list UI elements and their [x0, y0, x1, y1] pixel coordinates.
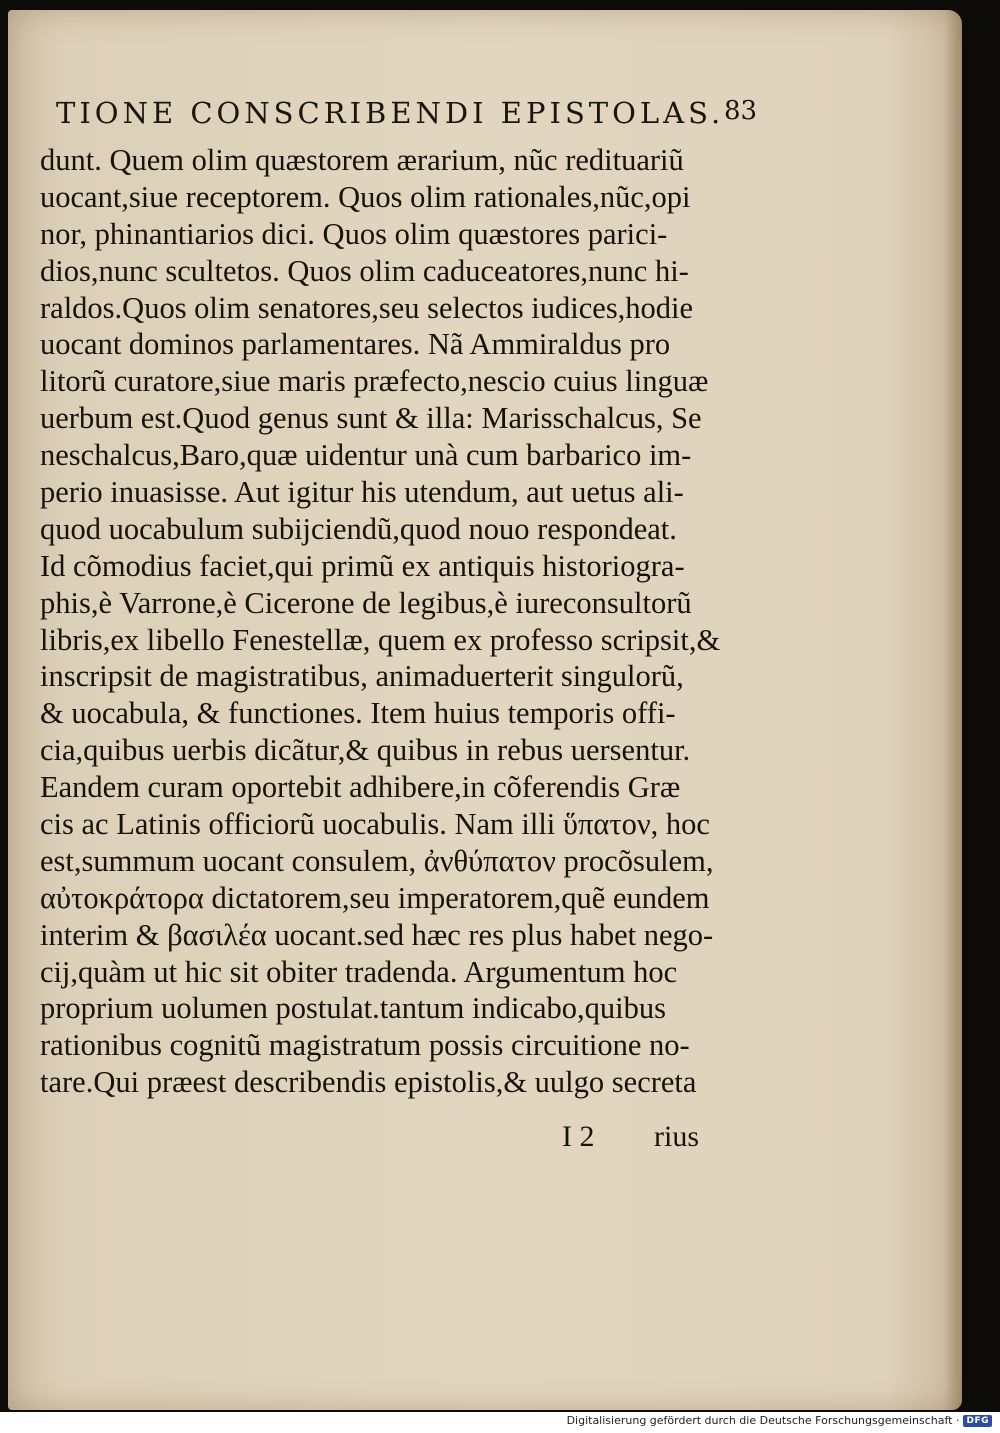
page-footer — [40, 1120, 720, 1160]
text-line: dunt. Quem olim quæstorem ærarium, nũc redituariũ — [40, 143, 684, 177]
text-line: libris,ex libello Fenestellæ, quem ex professo scripsit,& — [40, 622, 721, 657]
text-line: cia,quibus uerbis dicãtur,& quibus in rebus uersentur. — [40, 733, 691, 768]
running-title: TIONE CONSCRIBENDI EPISTOLAS. — [56, 96, 725, 130]
text-line: uocant,siue receptorem. Quos olim rationales,nũc,opi — [40, 179, 691, 214]
catchword: rius — [654, 1120, 699, 1153]
text-line: perio inuasisse. Aut igitur his utendum, aut uetus ali- — [40, 475, 684, 510]
text-line: quod uocabulum subĳciendũ,quod nouo respondeat. — [40, 511, 677, 546]
page-edge-shadow — [944, 10, 962, 1410]
text-line: interim & βασιλέα uocant.sed hæc res plus habet nego- — [40, 917, 714, 952]
text-line: phis,è Varrone,è Cicerone de legibus,è iureconsultorũ — [40, 585, 692, 620]
text-line: raldos.Quos olim senatores,seu selectos iudices,hodie — [40, 290, 694, 325]
text-line: rationibus cognitũ magistratum possis circuitione no- — [40, 1028, 690, 1063]
page-number: 83 — [724, 96, 758, 126]
text-line: & uocabula, & functiones. Item huius temporis offi- — [40, 696, 676, 731]
text-line: cis ac Latinis officiorũ uocabulis. Nam illi ὕπατον, hoc — [40, 807, 710, 842]
text-line: Id cõmodius faciet,qui primũ ex antiquis historiogra- — [40, 548, 685, 583]
text-line: neschalcus,Baro,quæ uidentur unà cum barbarico im- — [40, 438, 692, 473]
dfg-logo-icon: DFG — [963, 1415, 992, 1427]
text-line: uerbum est.Quod genus sunt & illa: Marisschalcus, Se — [40, 401, 702, 436]
text-line: dios,nunc scultetos. Quos olim caduceatores,nunc hi- — [40, 253, 689, 288]
text-line: αὐτοκράτορα dictatorem,seu imperatorem,quẽ eundem — [40, 880, 710, 915]
text-line: uocant dominos parlamentares. Nã Ammiraldus pro — [40, 327, 671, 362]
text-line: litorũ curatore,siue maris præfecto,nescio cuius linguæ — [40, 364, 709, 399]
credit-text: Digitalisierung gefördert durch die Deutsche Forschungsgemeinschaft · — [566, 1414, 960, 1427]
text-line: proprium uolumen postulat.tantum indicabo,quibus — [40, 991, 667, 1026]
text-line: nor, phinantiarios dici. Quos olim quæstores parici- — [40, 216, 668, 251]
text-line: tare.Qui præest describendis epistolis,& uulgo secreta — [40, 1065, 697, 1100]
credit-strip — [0, 1412, 1000, 1433]
text-line: est,summum uocant consulem, ἀνθύπατον procõsulem, — [40, 843, 714, 878]
text-line: inscripsit de magistratibus, animaduerterit singulorũ, — [40, 659, 684, 694]
funding-credit — [567, 1414, 992, 1427]
body-text — [40, 142, 730, 1101]
text-line: cĳ,quàm ut hic sit obiter tradenda. Argumentum hoc — [40, 954, 678, 989]
running-header — [56, 96, 756, 140]
text-line: Eandem curam oportebit adhibere,in cõferendis Græ — [40, 770, 681, 805]
signature-mark: I 2 — [562, 1120, 595, 1153]
